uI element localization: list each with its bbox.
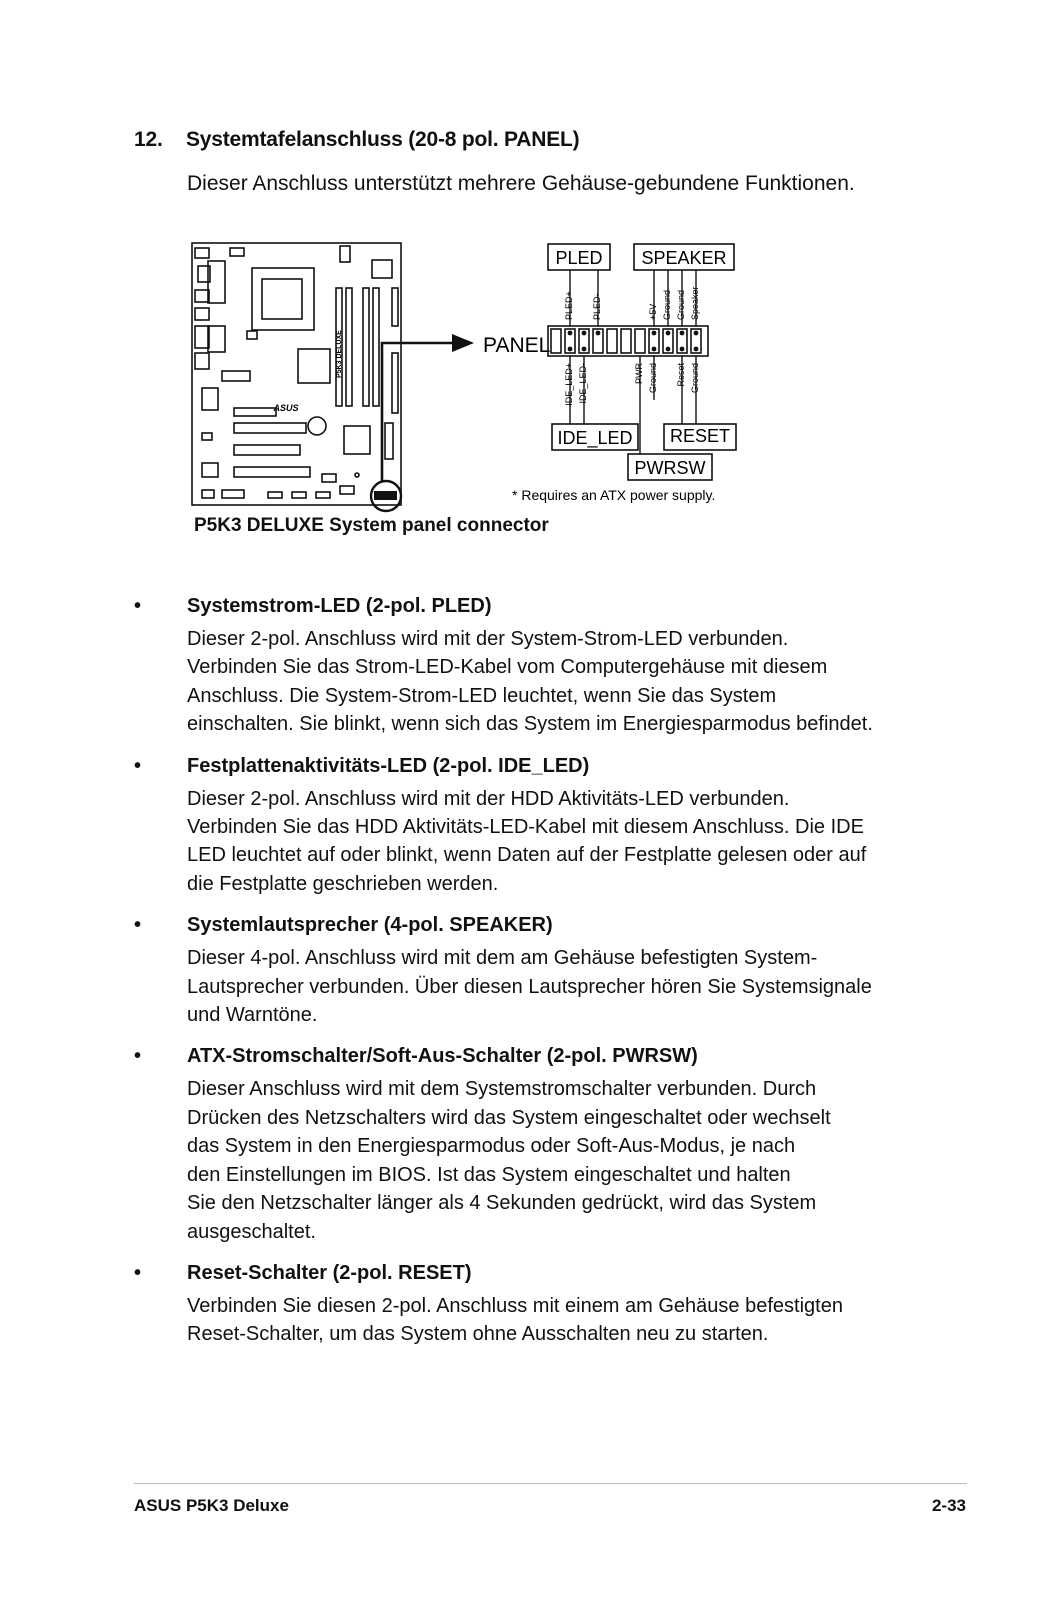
- bullet: •: [134, 754, 142, 777]
- bullet: •: [134, 595, 142, 617]
- pin-label-speaker: Speaker: [690, 286, 700, 320]
- pin-label-plus-5v: +5V: [648, 303, 658, 320]
- panel-pointer-line: [382, 343, 456, 481]
- item-title: ATX-Stromschalter/Soft-Aus-Schalter (2-pol. PWRSW): [187, 1045, 698, 1068]
- reset-label: RESET: [669, 426, 731, 446]
- footer-page-number: 2-33: [931, 1496, 966, 1515]
- pin-label-reset: Reset: [676, 363, 686, 387]
- item-body: Dieser Anschluss wird mit dem Systemstromschalter verbunden. Durch Drücken des Netzschalters wird das System eingeschaltet oder wechselt das System in den Energiesparmodus oder Soft-Aus-Modus, je nach den Einstellungen im BIOS. Ist das System eingeschaltet und halten Sie den Netzschalter länger als 4 Sekunden gedrückt, wird das System ausgeschaltet.: [187, 1078, 831, 1243]
- section-title: Systemtafelanschluss (20-8 pol. PANEL): [186, 128, 580, 151]
- bullet: •: [134, 1261, 142, 1284]
- brand-logo: ASUS: [273, 403, 299, 413]
- item-body: Dieser 2-pol. Anschluss wird mit der System-Strom-LED verbunden. Verbinden Sie das Strom-LED-Kabel vom Computergehäuse mit diesem Anschluss. Die System-Strom-LED leuchtet, wenn Sie das System einschalten. Sie blinkt, wenn sich das System im Energiesparmodus befindet.: [187, 628, 873, 736]
- group-labels: [555, 248, 730, 478]
- list-item: [134, 1042, 934, 1245]
- section-heading: [134, 128, 994, 152]
- speaker-label: SPEAKER: [641, 248, 727, 268]
- ide-led-label: IDE_LED: [557, 428, 633, 448]
- footer-divider: [134, 1483, 967, 1484]
- list-item: [134, 752, 934, 899]
- pin-label-ground-3: Ground: [648, 363, 658, 394]
- power-supply-note: * Requires an ATX power supply.: [512, 487, 716, 503]
- list-item: [134, 1259, 934, 1349]
- panel-arrow-head: [452, 334, 474, 352]
- panel-label: PANEL: [483, 334, 551, 357]
- top-pin-labels: [564, 286, 700, 320]
- pin-label-pwr: PWR: [634, 363, 644, 384]
- item-body: Dieser 2-pol. Anschluss wird mit der HDD Aktivitäts-LED verbunden. Verbinden Sie das HDD Aktivitäts-LED-Kabel mit diesem Anschluss. Die IDE LED leuchtet auf oder blinkt, wenn Daten auf der Festplatte gelesen oder auf die Festplatte geschrieben werden.: [187, 787, 867, 895]
- pin-label-ground-4: Ground: [690, 363, 700, 394]
- section-number: 12.: [134, 128, 163, 151]
- item-body: Dieser 4-pol. Anschluss wird mit dem am Gehäuse befestigten System- Lautsprecher verbunden. Über diesen Lautsprecher hören Sie Systemsignale und Warntöne.: [187, 947, 872, 1027]
- bullet: •: [134, 914, 142, 937]
- panel-connector-diagram: [180, 228, 780, 513]
- connector-descriptions: [134, 592, 934, 1362]
- item-title: Systemlautsprecher (4-pol. SPEAKER): [187, 914, 553, 937]
- pin-label-ground-2: Ground: [676, 289, 686, 320]
- section-intro: Dieser Anschluss unterstützt mehrere Gehäuse-gebundene Funktionen.: [187, 172, 855, 195]
- item-title: Festplattenaktivitäts-LED (2-pol. IDE_LED): [187, 754, 590, 777]
- list-item: [134, 592, 934, 739]
- footer-manual-title: ASUS P5K3 Deluxe: [134, 1496, 289, 1515]
- pin-label-ground-1: Ground: [662, 289, 672, 320]
- pin-label-ide-led-plus: IDE_LED+: [564, 363, 574, 406]
- item-title: Systemstrom-LED (2-pol. PLED): [187, 595, 492, 617]
- pin-label-ide-led-minus: IDE_LED-: [578, 363, 588, 404]
- pled-label: PLED: [555, 248, 603, 268]
- figure-caption: P5K3 DELUXE System panel connector: [194, 515, 549, 536]
- motherboard-outline: [192, 243, 401, 505]
- pin-dots: [568, 331, 699, 352]
- item-body: Verbinden Sie diesen 2-pol. Anschluss mit einem am Gehäuse befestigten Reset-Schalter, um das System ohne Ausschalten neu zu starten.: [187, 1294, 843, 1346]
- item-title: Reset-Schalter (2-pol. RESET): [187, 1261, 472, 1284]
- pin-label-pled-plus: PLED+: [564, 291, 574, 320]
- pin-header: [548, 326, 708, 356]
- list-item: [134, 911, 934, 1029]
- pin-label-pled-minus: PLED-: [592, 293, 602, 320]
- board-model-label: P5K3 DELUXE: [336, 330, 343, 378]
- bullet: •: [134, 1045, 142, 1068]
- bottom-pin-labels: [564, 363, 700, 406]
- pwrsw-label: PWRSW: [634, 458, 706, 478]
- panel-connector-on-board: [374, 491, 397, 500]
